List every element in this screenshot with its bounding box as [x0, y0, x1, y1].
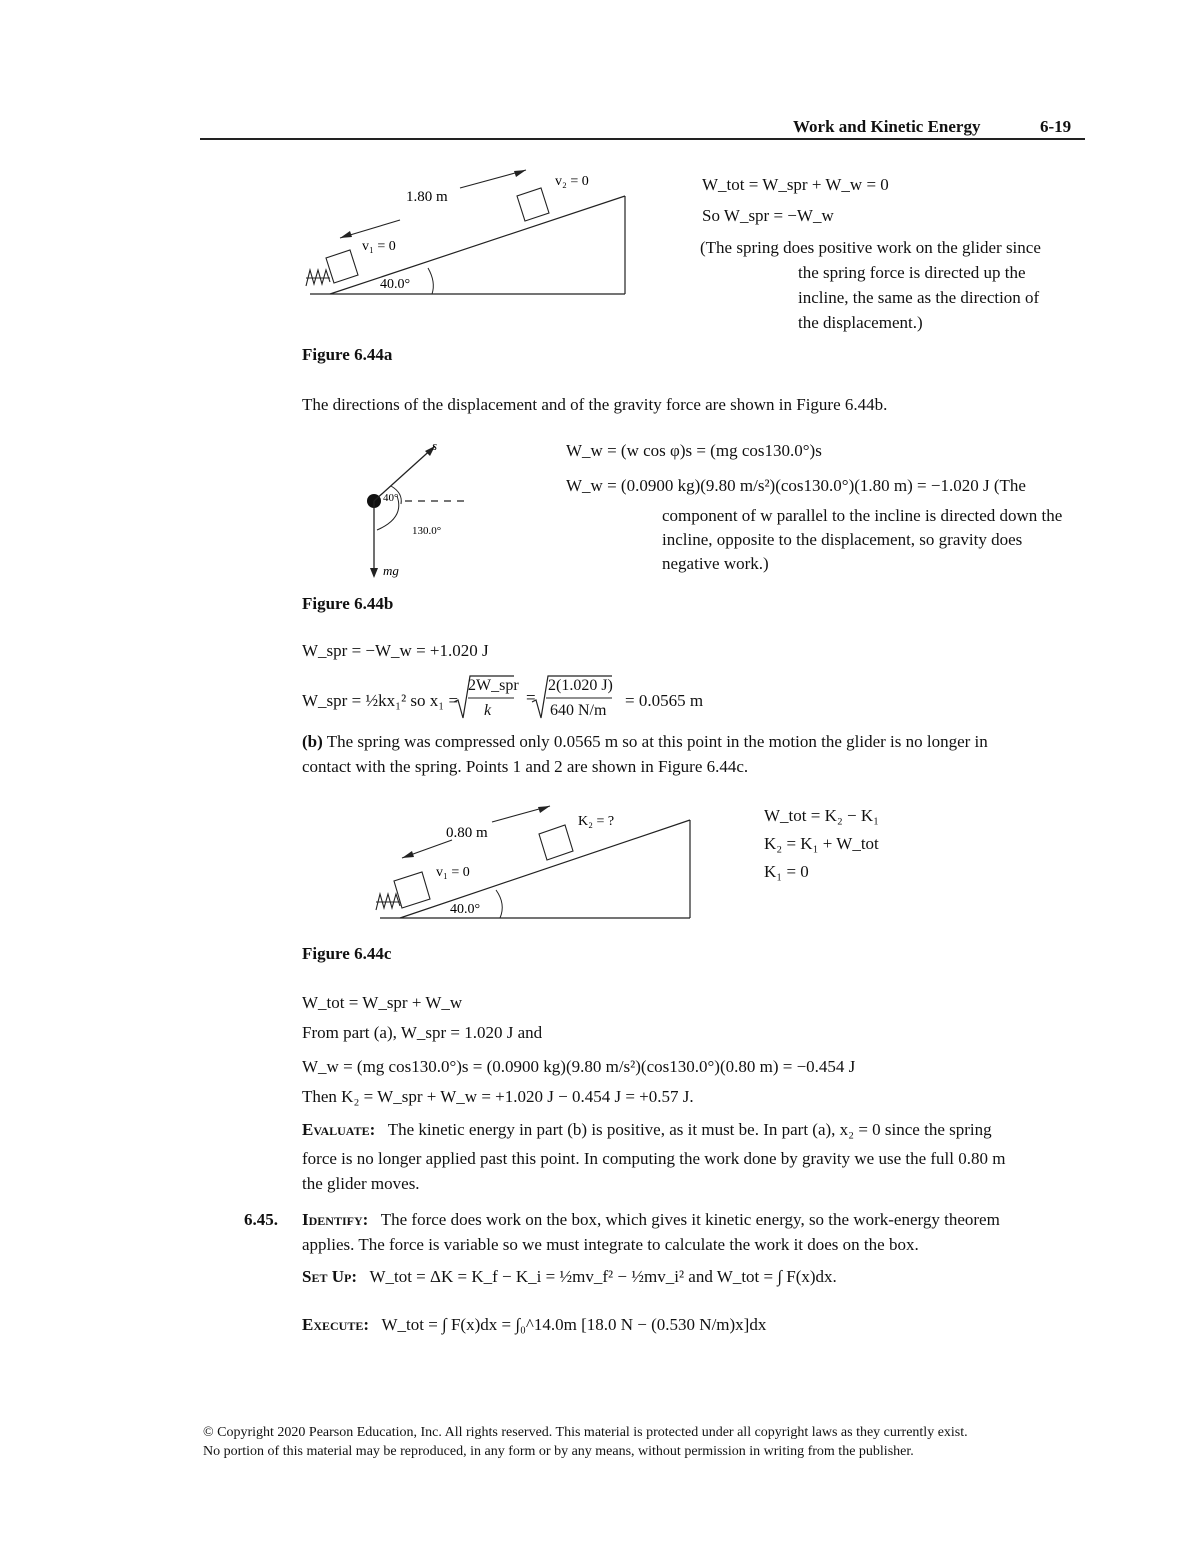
fig-b-angle-130-label: 130.0° [412, 525, 442, 537]
evaluate-text-line-2: force is no longer applied past this point. In computing the work done by gravity we use the full 0.80 m [302, 1149, 1006, 1168]
evaluate-text-line-1: The kinetic energy in part (b) is positive, as it must be. In part (a), x₂ = 0 since the spring [387, 1120, 992, 1139]
part-b-label: (b) [302, 732, 323, 751]
figure-6-44a-caption: Figure 6.44a [302, 345, 393, 364]
fig-a-angle-label: 40.0° [380, 277, 411, 292]
figure-6-44c-diagram [372, 800, 697, 925]
fig-b-eq-ww-value: W_w = (0.0900 kg)(9.80 m/s²)(cos130.0°)(1.80 m) = −1.020 J (The [566, 476, 1026, 495]
fig-a-note-line-1: (The spring does positive work on the glider since [700, 238, 1041, 257]
fig-c-eq-k2: K₂ = K₁ + W_tot [764, 834, 879, 853]
figure-6-44b-diagram [355, 438, 480, 583]
fig-b-s-label: s [432, 438, 438, 453]
fig-a-v1-label: v₁ = 0 [362, 239, 396, 254]
fig-a-v2-label: v₂ = 0 [555, 174, 589, 189]
eq-ww-part-b: W_w = (mg cos130.0°)s = (0.0900 kg)(9.80 m/s²)(cos130.0°)(0.80 m) = −0.454 J [302, 1057, 856, 1076]
execute-label: Execute: [302, 1315, 370, 1334]
svg-text:=: = [526, 688, 536, 707]
evaluate-label: Evaluate: [302, 1120, 376, 1139]
fig-b-eq-ww: W_w = (w cos φ)s = (mg cos130.0°)s [566, 441, 822, 460]
eq-wspr: W_spr = −W_w = +1.020 J [302, 641, 489, 660]
running-header-title: Work and Kinetic Energy [793, 117, 981, 136]
figure-6-44b-caption: Figure 6.44b [302, 594, 394, 613]
fig-b-note-line-1: component of w parallel to the incline is directed down the [662, 506, 1063, 525]
identify-text-line-2: applies. The force is variable so we must integrate to calculate the work it does on the box. [302, 1235, 919, 1254]
eq-x1-frac1-den: k [484, 702, 492, 719]
fig-a-note-line-3: incline, the same as the direction of [798, 288, 1040, 307]
eq-x1-frac2-num: 2(1.020 J) [548, 677, 613, 694]
fig-a-distance-label: 1.80 m [406, 189, 448, 205]
fig-b-angle-40-label: 40° [383, 492, 399, 504]
evaluate-text-line-3: the glider moves. [302, 1174, 420, 1193]
setup-text: W_tot = ΔK = K_f − K_i = ½mv_f² − ½mv_i² and W_tot = ∫ F(x)dx. [369, 1267, 837, 1286]
eq-wtot-sum: W_tot = W_spr + W_w [302, 993, 463, 1012]
identify-text-line-1: The force does work on the box, which gives it kinetic energy, so the work-energy theorem [380, 1210, 1000, 1229]
fig-c-angle-label: 40.0° [450, 902, 481, 917]
copyright-line-1: © Copyright 2020 Pearson Education, Inc. All rights reserved. This material is protected under all copyright laws as they currently exist. [203, 1425, 968, 1440]
identify-label: Identify: [302, 1210, 369, 1229]
part-b-text-line-2: contact with the spring. Points 1 and 2 are shown in Figure 6.44c. [302, 757, 749, 776]
eq-x1-result: = 0.0565 m [625, 691, 704, 710]
eq-x1-frac2-den: 640 N/m [550, 702, 607, 719]
fig-c-k2-label: K₂ = ? [578, 814, 615, 829]
problem-number: 6.45. [244, 1210, 278, 1229]
part-b-text-line-1: The spring was compressed only 0.0565 m so at this point in the motion the glider is no longer in [326, 732, 988, 751]
fig-a-note-line-4: the displacement.) [798, 313, 923, 332]
eq-x1-frac1-num: 2W_spr [468, 677, 519, 694]
page-number: 6-19 [1040, 117, 1072, 136]
figure-6-44a-diagram [300, 160, 635, 300]
fig-b-note-line-3: negative work.) [662, 554, 769, 573]
header-rule [200, 138, 1085, 140]
line-from-part-a: From part (a), W_spr = 1.020 J and [302, 1023, 543, 1042]
eq-k2-result: Then K₂ = W_spr + W_w = +1.020 J − 0.454 J = +0.57 J. [302, 1087, 694, 1106]
fig-c-eq-k1: K₁ = 0 [764, 862, 809, 881]
setup-label: Set Up: [302, 1267, 357, 1286]
fig-a-eq-wtot: W_tot = W_spr + W_w = 0 [702, 175, 889, 194]
fig-b-mg-label: mg [383, 563, 399, 578]
fig-a-eq-so: So W_spr = −W_w [702, 206, 834, 225]
fig-c-distance-label: 0.80 m [446, 825, 488, 841]
eq-x1-lhs: W_spr = ½kx₁² so x₁ = [302, 691, 459, 710]
fig-b-note-line-2: incline, opposite to the displacement, so gravity does [662, 530, 1023, 549]
fig-a-note-line-2: the spring force is directed up the [798, 263, 1026, 282]
fig-c-v1-label: v₁ = 0 [436, 865, 470, 880]
figure-6-44c-caption: Figure 6.44c [302, 944, 392, 963]
execute-text: W_tot = ∫ F(x)dx = ∫₀^14.0m [18.0 N − (0.530 N/m)x]dx [381, 1315, 767, 1334]
copyright-line-2: No portion of this material may be reproduced, in any form or by any means, without permission in writing from the publisher. [203, 1444, 914, 1459]
paragraph-directions: The directions of the displacement and of the gravity force are shown in Figure 6.44b. [302, 395, 888, 414]
fig-c-eq-wtot: W_tot = K₂ − K₁ [764, 806, 880, 825]
